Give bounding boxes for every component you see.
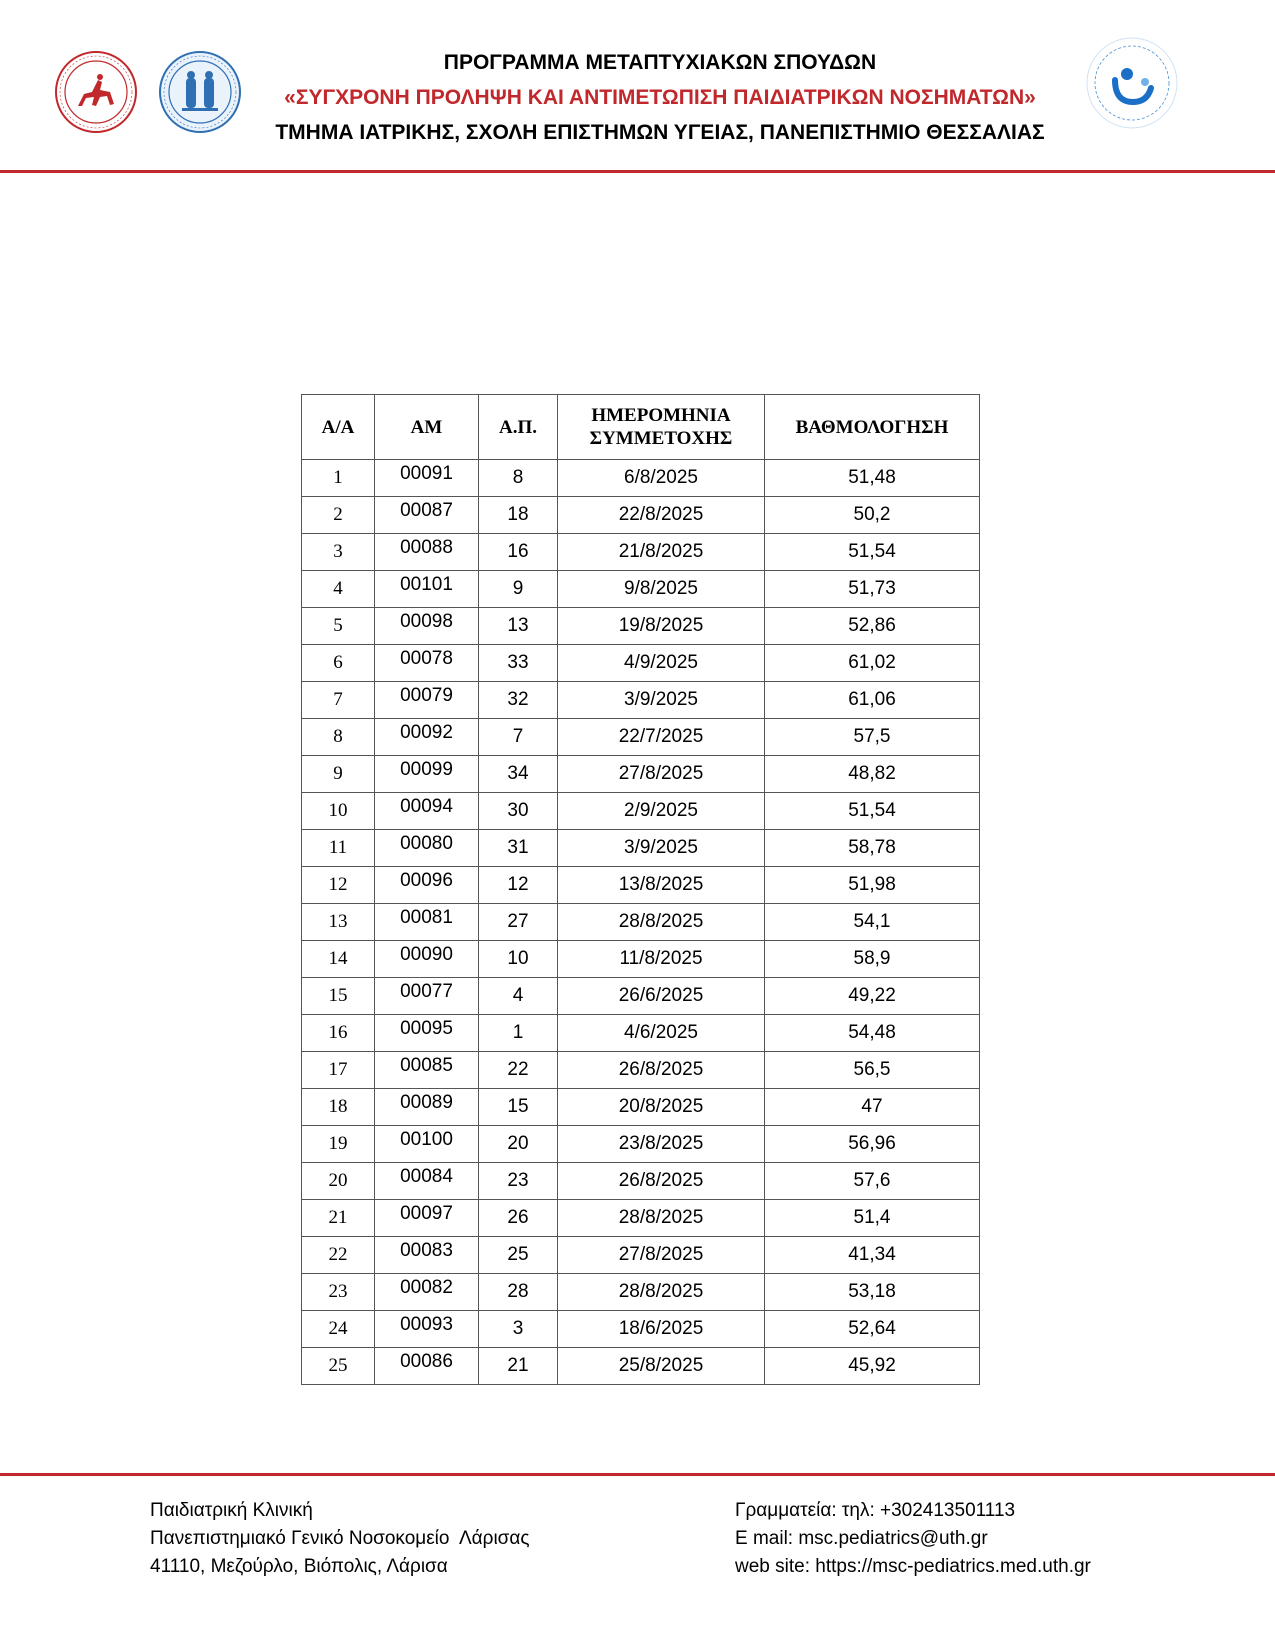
footer-divider bbox=[0, 1473, 1275, 1476]
cell-grade: 51,54 bbox=[765, 534, 980, 571]
cell-grade: 61,06 bbox=[765, 682, 980, 719]
footer-contact bbox=[735, 1497, 1091, 1581]
table-row bbox=[302, 1089, 980, 1126]
cell-grade: 47 bbox=[765, 1089, 980, 1126]
cell-aa: 23 bbox=[302, 1274, 375, 1311]
cell-aa: 18 bbox=[302, 1089, 375, 1126]
cell-date: 13/8/2025 bbox=[558, 867, 765, 904]
cell-am: 00092 bbox=[375, 719, 479, 756]
cell-am: 00086 bbox=[375, 1348, 479, 1385]
cell-grade: 56,96 bbox=[765, 1126, 980, 1163]
cell-aa: 25 bbox=[302, 1348, 375, 1385]
cell-date: 11/8/2025 bbox=[558, 941, 765, 978]
cell-aa: 9 bbox=[302, 756, 375, 793]
cell-ap: 13 bbox=[479, 608, 558, 645]
cell-am: 00085 bbox=[375, 1052, 479, 1089]
table-row bbox=[302, 1163, 980, 1200]
table-row bbox=[302, 904, 980, 941]
cell-am: 00098 bbox=[375, 608, 479, 645]
cell-ap: 10 bbox=[479, 941, 558, 978]
cell-ap: 32 bbox=[479, 682, 558, 719]
program-title: ΠΡΟΓΡΑΜΜΑ ΜΕΤΑΠΤΥΧΙΑΚΩΝ ΣΠΟΥΔΩΝ bbox=[443, 51, 877, 74]
cell-date: 26/8/2025 bbox=[558, 1163, 765, 1200]
cell-grade: 49,22 bbox=[765, 978, 980, 1015]
cell-grade: 57,6 bbox=[765, 1163, 980, 1200]
cell-am: 00094 bbox=[375, 793, 479, 830]
col-header-ap: Α.Π. bbox=[479, 395, 558, 460]
cell-date: 19/8/2025 bbox=[558, 608, 765, 645]
cell-am: 00099 bbox=[375, 756, 479, 793]
cell-date: 28/8/2025 bbox=[558, 904, 765, 941]
cell-aa: 20 bbox=[302, 1163, 375, 1200]
cell-date: 23/8/2025 bbox=[558, 1126, 765, 1163]
table-row bbox=[302, 1274, 980, 1311]
cell-grade: 51,54 bbox=[765, 793, 980, 830]
cell-am: 00083 bbox=[375, 1237, 479, 1274]
cell-aa: 22 bbox=[302, 1237, 375, 1274]
cell-aa: 17 bbox=[302, 1052, 375, 1089]
cell-date: 27/8/2025 bbox=[558, 756, 765, 793]
col-header-aa: Α/Α bbox=[302, 395, 375, 460]
table-row bbox=[302, 867, 980, 904]
cell-date: 28/8/2025 bbox=[558, 1200, 765, 1237]
cell-am: 00087 bbox=[375, 497, 479, 534]
cell-am: 00093 bbox=[375, 1311, 479, 1348]
university-of-thessaly-seal bbox=[54, 50, 138, 134]
cell-ap: 34 bbox=[479, 756, 558, 793]
cell-grade: 61,02 bbox=[765, 645, 980, 682]
cell-am: 00077 bbox=[375, 978, 479, 1015]
table-row bbox=[302, 978, 980, 1015]
cell-aa: 10 bbox=[302, 793, 375, 830]
cell-aa: 16 bbox=[302, 1015, 375, 1052]
table-row bbox=[302, 571, 980, 608]
cell-aa: 1 bbox=[302, 460, 375, 497]
cell-grade: 56,5 bbox=[765, 1052, 980, 1089]
cell-grade: 48,82 bbox=[765, 756, 980, 793]
cell-am: 00096 bbox=[375, 867, 479, 904]
cell-ap: 30 bbox=[479, 793, 558, 830]
cell-date: 26/8/2025 bbox=[558, 1052, 765, 1089]
cell-am: 00079 bbox=[375, 682, 479, 719]
cell-aa: 8 bbox=[302, 719, 375, 756]
cell-grade: 54,1 bbox=[765, 904, 980, 941]
cell-aa: 21 bbox=[302, 1200, 375, 1237]
header-divider bbox=[0, 170, 1275, 173]
cell-ap: 20 bbox=[479, 1126, 558, 1163]
cell-grade: 50,2 bbox=[765, 497, 980, 534]
cell-ap: 9 bbox=[479, 571, 558, 608]
footer-clinic: Παιδιατρική Κλινική bbox=[150, 1500, 313, 1521]
table-row bbox=[302, 1052, 980, 1089]
cell-grade: 54,48 bbox=[765, 1015, 980, 1052]
cell-am: 00090 bbox=[375, 941, 479, 978]
footer-postal: 41110, Μεζούρλο, Βιόπολις, Λάρισα bbox=[150, 1556, 448, 1577]
footer-email: E mail: msc.pediatrics@uth.gr bbox=[735, 1528, 988, 1549]
table-row bbox=[302, 1015, 980, 1052]
table-row bbox=[302, 1311, 980, 1348]
cell-ap: 21 bbox=[479, 1348, 558, 1385]
cell-am: 00089 bbox=[375, 1089, 479, 1126]
table-row bbox=[302, 1348, 980, 1385]
cell-ap: 31 bbox=[479, 830, 558, 867]
cell-ap: 7 bbox=[479, 719, 558, 756]
cell-ap: 33 bbox=[479, 645, 558, 682]
cell-date: 4/6/2025 bbox=[558, 1015, 765, 1052]
cell-ap: 23 bbox=[479, 1163, 558, 1200]
cell-date: 25/8/2025 bbox=[558, 1348, 765, 1385]
cell-grade: 58,9 bbox=[765, 941, 980, 978]
table-header-row bbox=[302, 395, 980, 460]
cell-date: 28/8/2025 bbox=[558, 1274, 765, 1311]
cell-am: 00095 bbox=[375, 1015, 479, 1052]
footer-address bbox=[150, 1497, 530, 1581]
cell-grade: 45,92 bbox=[765, 1348, 980, 1385]
cell-ap: 26 bbox=[479, 1200, 558, 1237]
cell-date: 26/6/2025 bbox=[558, 978, 765, 1015]
cell-am: 00081 bbox=[375, 904, 479, 941]
cell-am: 00082 bbox=[375, 1274, 479, 1311]
cell-date: 3/9/2025 bbox=[558, 830, 765, 867]
cell-grade: 53,18 bbox=[765, 1274, 980, 1311]
cell-aa: 13 bbox=[302, 904, 375, 941]
cell-date: 22/8/2025 bbox=[558, 497, 765, 534]
cell-ap: 1 bbox=[479, 1015, 558, 1052]
table-row bbox=[302, 1126, 980, 1163]
col-header-date bbox=[558, 395, 765, 460]
cell-date: 9/8/2025 bbox=[558, 571, 765, 608]
cell-grade: 51,98 bbox=[765, 867, 980, 904]
table-row bbox=[302, 756, 980, 793]
cell-am: 00100 bbox=[375, 1126, 479, 1163]
cell-am: 00084 bbox=[375, 1163, 479, 1200]
cell-grade: 57,5 bbox=[765, 719, 980, 756]
table-row bbox=[302, 1200, 980, 1237]
table-row bbox=[302, 941, 980, 978]
cell-ap: 16 bbox=[479, 534, 558, 571]
table-row bbox=[302, 1237, 980, 1274]
cell-am: 00091 bbox=[375, 460, 479, 497]
cell-am: 00088 bbox=[375, 534, 479, 571]
cell-grade: 41,34 bbox=[765, 1237, 980, 1274]
col-header-date-line2: ΣΥΜΜΕΤΟΧΗΣ bbox=[589, 428, 733, 449]
cell-grade: 52,86 bbox=[765, 608, 980, 645]
cell-aa: 24 bbox=[302, 1311, 375, 1348]
cell-aa: 2 bbox=[302, 497, 375, 534]
cell-ap: 15 bbox=[479, 1089, 558, 1126]
cell-am: 00080 bbox=[375, 830, 479, 867]
table-row bbox=[302, 608, 980, 645]
cell-aa: 14 bbox=[302, 941, 375, 978]
cell-ap: 3 bbox=[479, 1311, 558, 1348]
cell-date: 20/8/2025 bbox=[558, 1089, 765, 1126]
table-row bbox=[302, 719, 980, 756]
cell-am: 00097 bbox=[375, 1200, 479, 1237]
cell-date: 27/8/2025 bbox=[558, 1237, 765, 1274]
cell-date: 22/7/2025 bbox=[558, 719, 765, 756]
table-row bbox=[302, 830, 980, 867]
table-row bbox=[302, 682, 980, 719]
cell-date: 2/9/2025 bbox=[558, 793, 765, 830]
cell-ap: 22 bbox=[479, 1052, 558, 1089]
footer-hospital: Πανεπιστημιακό Γενικό Νοσοκομείο Λάρισας bbox=[150, 1528, 530, 1549]
cell-ap: 12 bbox=[479, 867, 558, 904]
cell-ap: 25 bbox=[479, 1237, 558, 1274]
cell-aa: 4 bbox=[302, 571, 375, 608]
cell-date: 6/8/2025 bbox=[558, 460, 765, 497]
cell-date: 21/8/2025 bbox=[558, 534, 765, 571]
grades-table bbox=[301, 394, 980, 1385]
cell-ap: 27 bbox=[479, 904, 558, 941]
cell-ap: 8 bbox=[479, 460, 558, 497]
col-header-grade: ΒΑΘΜΟΛΟΓΗΣΗ bbox=[765, 395, 980, 460]
cell-date: 3/9/2025 bbox=[558, 682, 765, 719]
table-row bbox=[302, 793, 980, 830]
col-header-am: ΑΜ bbox=[375, 395, 479, 460]
cell-grade: 58,78 bbox=[765, 830, 980, 867]
table-row bbox=[302, 460, 980, 497]
cell-aa: 7 bbox=[302, 682, 375, 719]
cell-grade: 51,73 bbox=[765, 571, 980, 608]
cell-ap: 18 bbox=[479, 497, 558, 534]
table-row bbox=[302, 497, 980, 534]
table-row bbox=[302, 534, 980, 571]
table-row bbox=[302, 645, 980, 682]
cell-grade: 51,4 bbox=[765, 1200, 980, 1237]
cell-date: 18/6/2025 bbox=[558, 1311, 765, 1348]
cell-am: 00078 bbox=[375, 645, 479, 682]
cell-aa: 5 bbox=[302, 608, 375, 645]
cell-aa: 19 bbox=[302, 1126, 375, 1163]
col-header-date-line1: ΗΜΕΡΟΜΗΝΙΑ bbox=[591, 405, 731, 426]
cell-ap: 4 bbox=[479, 978, 558, 1015]
cell-aa: 15 bbox=[302, 978, 375, 1015]
cell-aa: 12 bbox=[302, 867, 375, 904]
department-line: ΤΜΗΜΑ ΙΑΤΡΙΚΗΣ, ΣΧΟΛΗ ΕΠΙΣΤΗΜΩΝ ΥΓΕΙΑΣ, ΠΑΝΕΠΙΣΤΗΜΙΟ ΘΕΣΣΑΛΙΑΣ bbox=[275, 121, 1045, 144]
cell-aa: 3 bbox=[302, 534, 375, 571]
footer-website: web site: https://msc-pediatrics.med.uth.gr bbox=[735, 1556, 1091, 1577]
cell-aa: 11 bbox=[302, 830, 375, 867]
cell-date: 4/9/2025 bbox=[558, 645, 765, 682]
cell-aa: 6 bbox=[302, 645, 375, 682]
cell-grade: 52,64 bbox=[765, 1311, 980, 1348]
cell-am: 00101 bbox=[375, 571, 479, 608]
cell-grade: 51,48 bbox=[765, 460, 980, 497]
cell-ap: 28 bbox=[479, 1274, 558, 1311]
program-subtitle: «ΣΥΓΧΡΟΝΗ ΠΡΟΛΗΨΗ ΚΑΙ ΑΝΤΙΜΕΤΩΠΙΣΗ ΠΑΙΔΙΑΤΡΙΚΩΝ ΝΟΣΗΜΑΤΩΝ» bbox=[284, 86, 1036, 109]
footer-phone: Γραμματεία: τηλ: +302413501113 bbox=[735, 1500, 1016, 1521]
